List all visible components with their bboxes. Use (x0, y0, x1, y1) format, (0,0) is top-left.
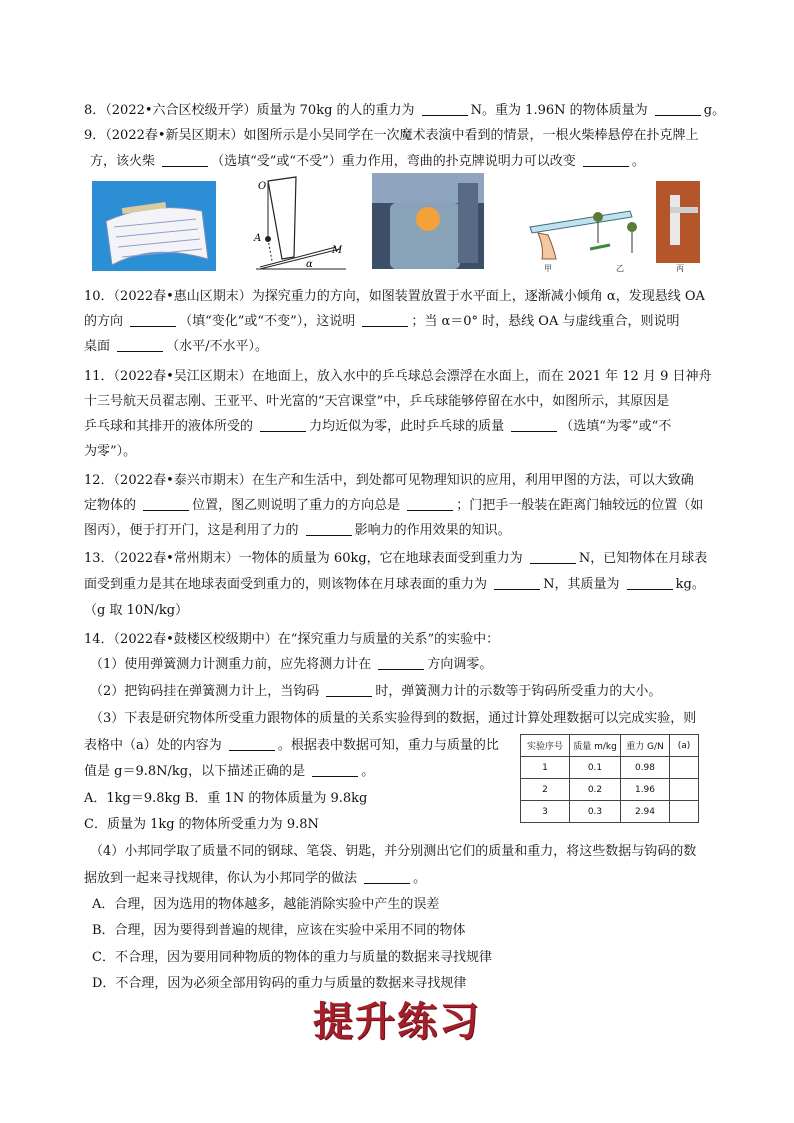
option-b[interactable]: B．合理，因为要得到普遍的规律，应该在实验中采用不同的物体 (92, 923, 466, 938)
figure-row (0, 173, 794, 273)
table-header: 重力 G/N (621, 735, 670, 757)
answer-blank[interactable] (407, 498, 453, 511)
answer-blank[interactable] (260, 419, 306, 432)
answer-blank[interactable] (378, 657, 424, 670)
answer-blank[interactable] (364, 871, 410, 884)
table-cell[interactable] (670, 801, 699, 823)
answer-blank[interactable] (162, 154, 208, 167)
table-row (521, 779, 699, 801)
gravity-direction-apparatus (250, 175, 348, 273)
question-14-option-c[interactable]: C．质量为 1kg 的物体所受重力为 9.8N (84, 817, 319, 832)
table-cell: 2.94 (621, 801, 670, 823)
gravity-examples-figure (520, 179, 700, 273)
question-13-line2: 面受到重力是其在地球表面受到重力的，则该物体在月球表面的重力为 N，其质量为 kg。 (84, 577, 705, 592)
table-cell: 3 (521, 801, 570, 823)
table-cell: 2 (521, 779, 570, 801)
table-cell: 1 (521, 757, 570, 779)
section-title: 提升练习 (313, 998, 481, 1045)
table-cell: 0.2 (570, 779, 621, 801)
table-header: 实验序号 (521, 735, 570, 757)
question-14-part4-line1: （4）小邦同学取了质量不同的钢球、笔袋、钥匙，并分别测出它们的质量和重力，将这些数据与钩码的数 (90, 844, 697, 859)
question-14-title: 14．（2022春•鼓楼区校级期中）在“探究重力与质量的关系”的实验中： (84, 632, 500, 647)
question-14-part4-line2: 据放到一起来寻找规律，你认为小邦同学的做法 。 (84, 871, 427, 886)
table-row (521, 757, 699, 779)
question-9-line2: 方，该火柴 （选填“受”或“不受”）重力作用，弯曲的扑克牌说明力可以改变 。 (90, 154, 645, 169)
answer-blank[interactable] (362, 314, 408, 327)
question-12-line1: 12．（2022春•泰兴市期末）在生产和生活中，到处都可见物理知识的应用，利用甲图的方法，可以大致确 (84, 473, 694, 488)
question-12-line2: 定物体的 位置，图乙则说明了重力的方向总是 ；门把手一般装在距离门轴较远的位置（如 (84, 498, 704, 513)
answer-blank[interactable] (117, 339, 163, 352)
answer-blank[interactable] (143, 498, 189, 511)
answer-blank[interactable] (312, 764, 358, 777)
svg-text:丙: 丙 (676, 264, 684, 273)
svg-text:O: O (258, 181, 267, 192)
answer-blank[interactable] (511, 419, 557, 432)
table-cell[interactable] (670, 757, 699, 779)
question-10-line3: 桌面 （水平/不水平）。 (84, 339, 269, 354)
answer-blank[interactable] (422, 103, 468, 116)
question-11-line3: 乒乓球和其排开的液体所受的 力均近似为零，此时乒乓球的质量 （选填“为零”或“不 (84, 419, 672, 434)
svg-text:甲: 甲 (544, 264, 552, 273)
answer-blank[interactable] (627, 577, 673, 590)
svg-text:α: α (306, 259, 313, 270)
question-12-line3: 图丙），便于打开门，这是利用了力的 影响力的作用效果的知识。 (84, 523, 511, 538)
table-cell: 0.3 (570, 801, 621, 823)
question-13-line1: 13．（2022春•常州期末）一物体的质量为 60kg，它在地球表面受到重力为 N，已知物体在月球表 (84, 551, 708, 566)
table-row (521, 801, 699, 823)
svg-text:M: M (332, 245, 343, 256)
question-11-line1: 11．（2022春•吴江区期末）在地面上，放入水中的乒乓球总会漂浮在水面上，而在 2021 年 12 月 9 日神舟 (84, 369, 712, 384)
table-header-row (521, 735, 699, 757)
question-14-option-ab[interactable]: A．1kg＝9.8kg B．重 1N 的物体质量为 9.8kg (84, 791, 368, 806)
answer-blank[interactable] (655, 103, 701, 116)
answer-blank[interactable] (583, 154, 629, 167)
question-11-line2: 十三号航天员翟志刚、王亚平、叶光富的“天宫课堂”中，乒乓球能够停留在水中，如图所示，其原因是 (84, 394, 670, 409)
space-pingpong-photo (372, 173, 484, 269)
question-10-line1: 10．（2022春•惠山区期末）为探究重力的方向，如图装置放置于水平面上，逐渐减小倾角 α，发现悬线 OA (84, 289, 705, 304)
answer-blank[interactable] (306, 523, 352, 536)
table-header: (a) (670, 735, 699, 757)
svg-text:A: A (254, 233, 262, 244)
question-9-line1: 9．（2022春•新吴区期末）如图所示是小吴同学在一次魔术表演中看到的情景，一根火柴棒悬停在扑克牌上 (84, 128, 699, 143)
table-cell: 0.1 (570, 757, 621, 779)
option-a[interactable]: A．合理，因为选用的物体越多，越能消除实验中产生的误差 (92, 897, 440, 912)
answer-blank[interactable] (326, 684, 372, 697)
answer-blank[interactable] (530, 551, 576, 564)
question-14-part3-line2: 表格中（a）处的内容为 。根据表中数据可知，重力与质量的比 (84, 738, 499, 753)
answer-blank[interactable] (229, 738, 275, 751)
question-14-part3-line1: （3）下表是研究物体所受重力跟物体的质量的关系实验得到的数据，通过计算处理数据可以完成实验，则 (90, 711, 697, 726)
svg-text:乙: 乙 (616, 264, 624, 273)
question-13-line3: （g 取 10N/kg） (84, 603, 189, 618)
question-14-part3-line3: 值是 g＝9.8N/kg，以下描述正确的是 。 (84, 764, 375, 779)
option-c[interactable]: C．不合理，因为要用同种物质的物体的重力与质量的数据来寻找规律 (92, 950, 492, 965)
table-header: 质量 m/kg (570, 735, 621, 757)
question-14-part2: （2）把钩码挂在弹簧测力计上，当钩码 时，弹簧测力计的示数等于钩码所受重力的大小。 (90, 684, 662, 699)
table-cell[interactable] (670, 779, 699, 801)
question-11-line4: 为零”）。 (84, 444, 137, 459)
table-cell: 1.96 (621, 779, 670, 801)
answer-blank[interactable] (130, 314, 176, 327)
option-d[interactable]: D．不合理，因为必须全部用钩码的重力与质量的数据来寻找规律 (92, 976, 467, 991)
table-cell: 0.98 (621, 757, 670, 779)
question-8: 8．（2022•六合区校级开学）质量为 70kg 的人的重力为 N。重为 1.96N 的物体质量为 g。 (84, 103, 726, 118)
data-table (520, 734, 699, 823)
question-10-line2: 的方向 （填“变化”或“不变”），这说明 ；当 α＝0° 时，悬线 OA 与虚线重合，则说明 (84, 314, 680, 329)
question-14-part1: （1）使用弹簧测力计测重力前，应先将测力计在 方向调零。 (90, 657, 493, 672)
answer-blank[interactable] (494, 577, 540, 590)
playing-card-match-figure (92, 181, 216, 271)
